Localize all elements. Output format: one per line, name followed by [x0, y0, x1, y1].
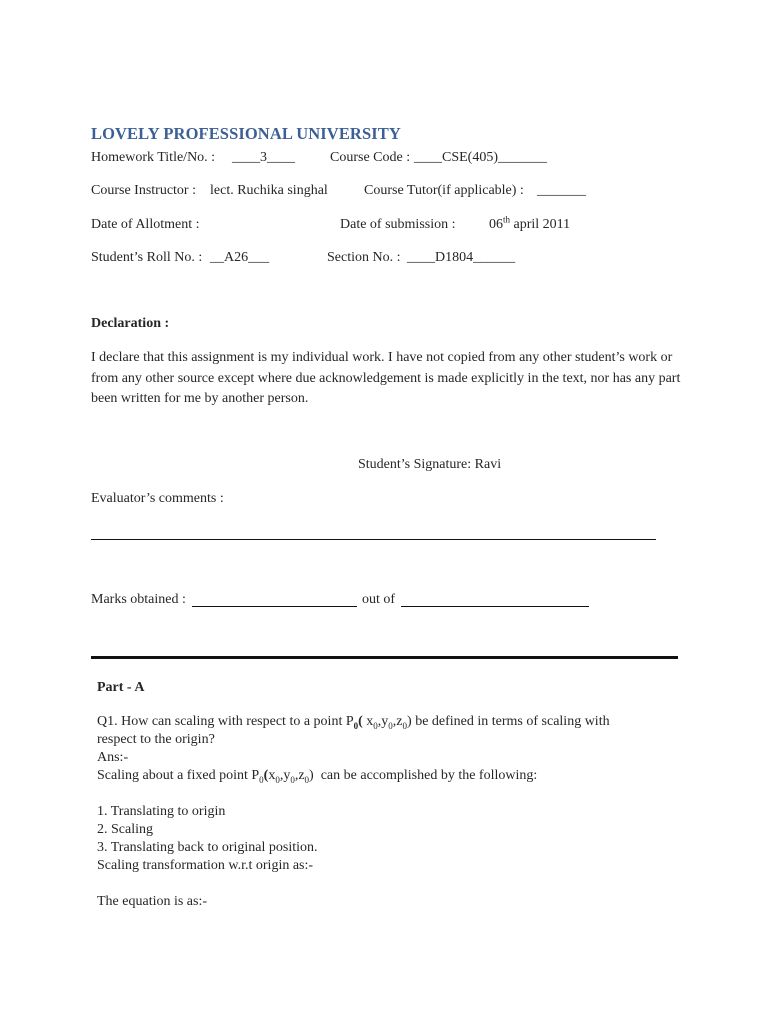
- declaration-text: I declare that this assignment is my individual work. I have not copied from any other student’s work or from any other source except where due acknowledgement is made explicitly in the text, nor has any part been written for me by another person.: [91, 350, 681, 406]
- course-code-value: ____CSE(405)_______: [414, 150, 547, 165]
- q1-line1: [97, 713, 610, 731]
- step-4: Scaling transformation w.r.t origin as:-: [97, 858, 314, 873]
- q1-open-paren: (: [358, 714, 363, 729]
- scaling-prefix: Scaling about a fixed point P: [97, 768, 260, 783]
- q1-suffix: be defined in terms of scaling with: [415, 714, 610, 729]
- course-instructor-value: lect. Ruchika singhal: [210, 183, 328, 198]
- q1-prefix: Q1. How can scaling with respect to a point P: [97, 714, 354, 729]
- equation-label: The equation is as:-: [97, 894, 208, 909]
- submission-month-year: april 2011: [513, 217, 571, 232]
- declaration-heading: Declaration :: [91, 316, 170, 331]
- marks-obtained-label: Marks obtained :: [91, 592, 186, 607]
- date-of-submission-value: [489, 214, 571, 233]
- out-of-label: out of: [362, 592, 396, 607]
- step-1: 1. Translating to origin: [97, 804, 226, 819]
- university-title: LOVELY PROFESSIONAL UNIVERSITY: [91, 124, 401, 143]
- evaluator-comments-label: Evaluator’s comments :: [91, 491, 224, 506]
- section-separator: [91, 656, 678, 659]
- section-no-label: Section No. :: [327, 250, 401, 265]
- answer-label: Ans:-: [97, 750, 129, 765]
- homework-title-value: ____3____: [232, 150, 295, 165]
- date-of-submission-label: Date of submission :: [340, 217, 456, 232]
- course-tutor-label: Course Tutor(if applicable) :: [364, 183, 524, 198]
- course-tutor-value: _______: [537, 183, 586, 198]
- course-code-label: Course Code :: [330, 150, 411, 165]
- scaling-point: $x_0,y_0,z_0$: [268, 768, 310, 785]
- q1-line2: respect to the origin?: [97, 732, 215, 747]
- q1-point: $x_0,y_0,z_0$: [366, 714, 408, 731]
- q1-sub: 0: [353, 720, 359, 731]
- out-of-line: [401, 606, 589, 607]
- roll-no-label: Student’s Roll No. :: [91, 250, 203, 265]
- q1-close-paren: ): [407, 714, 412, 729]
- scaling-line: Scaling about a fixed point $P_0(x_0,y_0,z_0)$ can be accomplished by the following:: [97, 768, 538, 785]
- homework-title-label: Homework Title/No. :: [91, 150, 216, 165]
- submission-day: 06: [489, 217, 503, 232]
- date-of-allotment-label: Date of Allotment :: [91, 217, 200, 232]
- section-no-value: ____D1804______: [407, 250, 516, 265]
- marks-obtained-line: [192, 606, 357, 607]
- step-3: 3. Translating back to original position.: [97, 840, 318, 855]
- student-signature: Student’s Signature: Ravi: [358, 457, 502, 472]
- step-2: 2. Scaling: [97, 822, 153, 837]
- scaling-suffix: can be accomplished by the following:: [320, 768, 538, 783]
- submission-day-suffix: th: [503, 214, 511, 225]
- roll-no-value: __A26___: [210, 250, 270, 265]
- part-a-heading: Part - A: [97, 680, 145, 695]
- evaluator-comments-line: [91, 539, 656, 540]
- course-instructor-label: Course Instructor :: [91, 183, 196, 198]
